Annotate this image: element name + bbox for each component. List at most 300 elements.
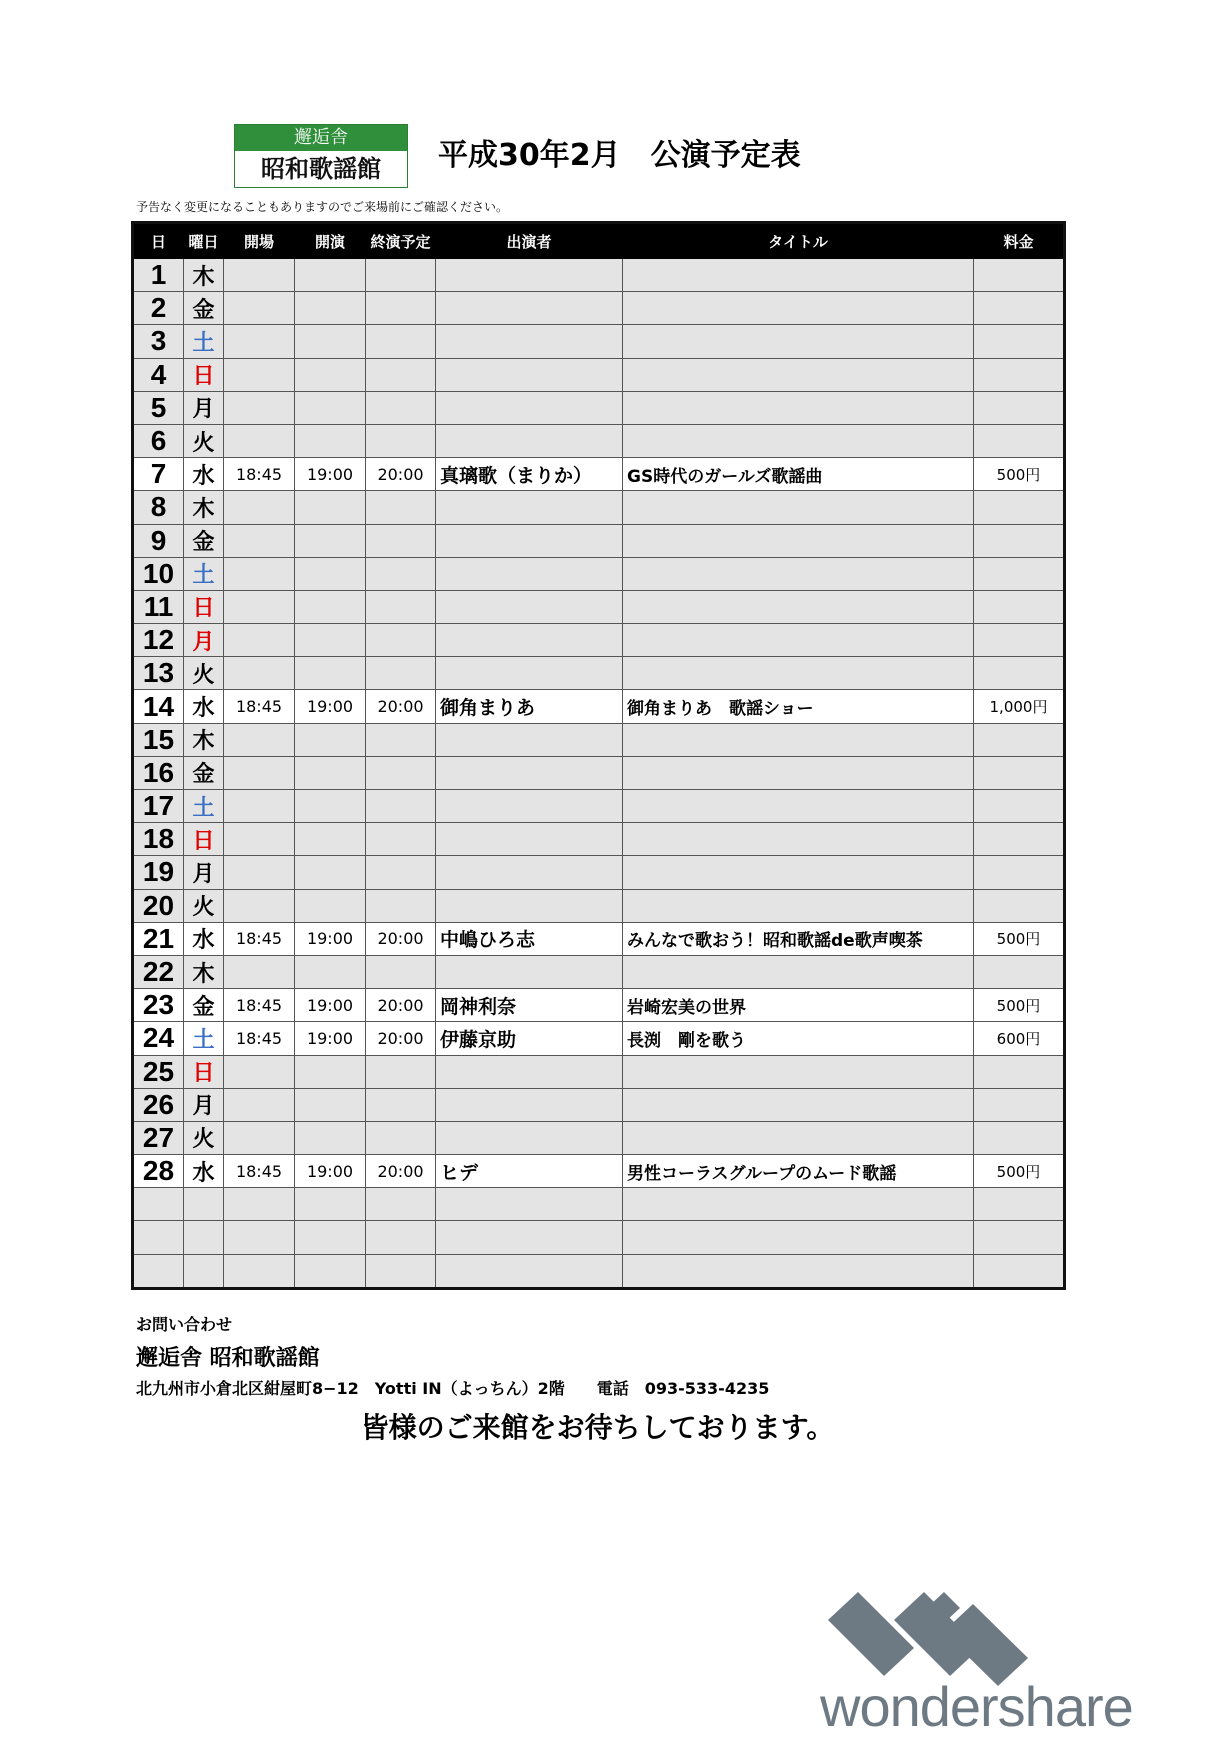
performer-cell: [436, 723, 623, 756]
end-time-cell: [366, 955, 436, 988]
performer-cell: [436, 756, 623, 789]
performer-cell: 御角まりあ: [436, 690, 623, 723]
weekday-cell: 土: [184, 1022, 224, 1055]
start-time-cell: 19:00: [295, 458, 366, 491]
doors-open-cell: [224, 1254, 295, 1288]
logo-bottom-text: 昭和歌謡館: [261, 155, 381, 183]
title-cell: [623, 657, 974, 690]
header-end: 終演予定: [366, 223, 436, 259]
day-cell: 28: [133, 1155, 184, 1188]
doors-open-cell: [224, 491, 295, 524]
day-cell: 16: [133, 756, 184, 789]
end-time-cell: [366, 1188, 436, 1221]
doors-open-cell: [224, 889, 295, 922]
day-cell: 14: [133, 690, 184, 723]
performer-cell: [436, 955, 623, 988]
day-cell: 5: [133, 391, 184, 424]
weekday-cell: 金: [184, 524, 224, 557]
title-cell: GS時代のガールズ歌謡曲: [623, 458, 974, 491]
logo-top-text: 邂逅舎: [235, 125, 407, 151]
day-cell: 22: [133, 955, 184, 988]
weekday-cell: 火: [184, 424, 224, 457]
schedule-row: [133, 723, 1065, 756]
fee-cell: [974, 955, 1065, 988]
title-cell: [623, 491, 974, 524]
change-notice: 予告なく変更になることもありますのでご来場前にご確認ください。: [136, 200, 509, 214]
weekday-cell: 金: [184, 292, 224, 325]
fee-cell: 500円: [974, 458, 1065, 491]
start-time-cell: [295, 557, 366, 590]
schedule-row: [133, 391, 1065, 424]
schedule-row: [133, 358, 1065, 391]
doors-open-cell: [224, 1055, 295, 1088]
start-time-cell: [295, 790, 366, 823]
day-cell: 18: [133, 823, 184, 856]
day-cell: 6: [133, 424, 184, 457]
start-time-cell: [295, 1221, 366, 1254]
header-start: 開演: [295, 223, 366, 259]
title-cell: [623, 823, 974, 856]
schedule-row: [133, 1121, 1065, 1154]
schedule-row: [133, 823, 1065, 856]
day-cell: 12: [133, 624, 184, 657]
weekday-cell: 日: [184, 358, 224, 391]
day-cell: 3: [133, 325, 184, 358]
title-cell: [623, 325, 974, 358]
doors-open-cell: [224, 856, 295, 889]
weekday-cell: 水: [184, 690, 224, 723]
schedule-row: [133, 524, 1065, 557]
title-cell: [623, 1121, 974, 1154]
day-cell: 13: [133, 657, 184, 690]
schedule-header-row: [133, 223, 1065, 259]
end-time-cell: 20:00: [366, 989, 436, 1022]
day-cell: 23: [133, 989, 184, 1022]
day-cell: 24: [133, 1022, 184, 1055]
fee-cell: [974, 1088, 1065, 1121]
performer-cell: [436, 624, 623, 657]
schedule-row: [133, 856, 1065, 889]
weekday-cell: 月: [184, 624, 224, 657]
doors-open-cell: [224, 624, 295, 657]
end-time-cell: [366, 491, 436, 524]
day-cell: 20: [133, 889, 184, 922]
doors-open-cell: [224, 657, 295, 690]
start-time-cell: [295, 1055, 366, 1088]
header-day: 日: [133, 223, 184, 259]
end-time-cell: [366, 590, 436, 623]
fee-cell: [974, 358, 1065, 391]
schedule-row: [133, 889, 1065, 922]
doors-open-cell: [224, 1188, 295, 1221]
title-cell: [623, 1188, 974, 1221]
end-time-cell: [366, 1088, 436, 1121]
title-cell: [623, 424, 974, 457]
fee-cell: [974, 590, 1065, 623]
contact-address: 北九州市小倉北区紺屋町8−12 Yotti IN（よっちん）2階 電話 093-533-4235: [136, 1379, 770, 1398]
fee-cell: [974, 723, 1065, 756]
header-title: タイトル: [623, 223, 974, 259]
weekday-cell: [184, 1221, 224, 1254]
fee-cell: 600円: [974, 1022, 1065, 1055]
end-time-cell: [366, 723, 436, 756]
doors-open-cell: 18:45: [224, 922, 295, 955]
performer-cell: [436, 889, 623, 922]
start-time-cell: [295, 823, 366, 856]
fee-cell: [974, 889, 1065, 922]
schedule-row: [133, 1221, 1065, 1254]
doors-open-cell: [224, 557, 295, 590]
title-cell: 岩崎宏美の世界: [623, 989, 974, 1022]
weekday-cell: 水: [184, 1155, 224, 1188]
title-cell: [623, 955, 974, 988]
start-time-cell: [295, 325, 366, 358]
weekday-cell: 日: [184, 1055, 224, 1088]
performer-cell: [436, 292, 623, 325]
performer-cell: [436, 590, 623, 623]
title-cell: [623, 524, 974, 557]
weekday-cell: 火: [184, 657, 224, 690]
weekday-cell: 土: [184, 325, 224, 358]
start-time-cell: 19:00: [295, 989, 366, 1022]
title-cell: 御角まりあ 歌謡ショー: [623, 690, 974, 723]
end-time-cell: [366, 823, 436, 856]
fee-cell: [974, 491, 1065, 524]
performer-cell: [436, 557, 623, 590]
end-time-cell: 20:00: [366, 690, 436, 723]
schedule-row: [133, 1254, 1065, 1288]
performer-cell: [436, 823, 623, 856]
day-cell: 11: [133, 590, 184, 623]
fee-cell: [974, 1055, 1065, 1088]
performer-cell: [436, 1088, 623, 1121]
start-time-cell: [295, 1121, 366, 1154]
start-time-cell: [295, 259, 366, 292]
closing-message: 皆様のご来館をお待ちしております。: [360, 1411, 835, 1444]
doors-open-cell: [224, 259, 295, 292]
schedule-table: [131, 221, 1066, 1290]
contact-label: お問い合わせ: [136, 1315, 233, 1334]
contact-block: [136, 1312, 769, 1399]
doors-open-cell: 18:45: [224, 1155, 295, 1188]
title-cell: みんなで歌おう！昭和歌謡de歌声喫茶: [623, 922, 974, 955]
doors-open-cell: [224, 424, 295, 457]
day-cell: 9: [133, 524, 184, 557]
weekday-cell: 土: [184, 790, 224, 823]
performer-cell: [436, 1055, 623, 1088]
schedule-row: [133, 491, 1065, 524]
doors-open-cell: [224, 325, 295, 358]
end-time-cell: [366, 790, 436, 823]
doors-open-cell: 18:45: [224, 1022, 295, 1055]
fee-cell: [974, 424, 1065, 457]
end-time-cell: [366, 1121, 436, 1154]
performer-cell: [436, 524, 623, 557]
title-cell: [623, 856, 974, 889]
title-cell: [623, 1088, 974, 1121]
schedule-row: [133, 557, 1065, 590]
doors-open-cell: [224, 955, 295, 988]
day-cell: [133, 1254, 184, 1288]
doors-open-cell: [224, 823, 295, 856]
weekday-cell: 木: [184, 259, 224, 292]
schedule-row: [133, 1155, 1065, 1188]
start-time-cell: [295, 856, 366, 889]
schedule-row: [133, 955, 1065, 988]
fee-cell: [974, 624, 1065, 657]
day-cell: [133, 1221, 184, 1254]
day-cell: 4: [133, 358, 184, 391]
day-cell: 7: [133, 458, 184, 491]
end-time-cell: [366, 259, 436, 292]
end-time-cell: [366, 391, 436, 424]
fee-cell: [974, 292, 1065, 325]
weekday-cell: 日: [184, 590, 224, 623]
performer-cell: [436, 424, 623, 457]
weekday-cell: 水: [184, 458, 224, 491]
day-cell: 2: [133, 292, 184, 325]
start-time-cell: [295, 1188, 366, 1221]
doors-open-cell: 18:45: [224, 989, 295, 1022]
fee-cell: [974, 1188, 1065, 1221]
schedule-row: [133, 1188, 1065, 1221]
performer-cell: [436, 391, 623, 424]
start-time-cell: [295, 889, 366, 922]
end-time-cell: 20:00: [366, 922, 436, 955]
day-cell: 8: [133, 491, 184, 524]
start-time-cell: 19:00: [295, 690, 366, 723]
day-cell: 17: [133, 790, 184, 823]
header-performer: 出演者: [436, 223, 623, 259]
title-cell: 男性コーラスグループのムード歌謡: [623, 1155, 974, 1188]
start-time-cell: [295, 723, 366, 756]
performer-cell: 中嶋ひろ志: [436, 922, 623, 955]
end-time-cell: [366, 856, 436, 889]
end-time-cell: [366, 557, 436, 590]
performer-cell: [436, 491, 623, 524]
end-time-cell: [366, 358, 436, 391]
header-fee: 料金: [974, 223, 1065, 259]
performer-cell: [436, 1254, 623, 1288]
day-cell: 21: [133, 922, 184, 955]
title-cell: [623, 358, 974, 391]
weekday-cell: 水: [184, 922, 224, 955]
schedule-row: [133, 325, 1065, 358]
fee-cell: [974, 1221, 1065, 1254]
start-time-cell: [295, 524, 366, 557]
schedule-row: [133, 922, 1065, 955]
weekday-cell: 木: [184, 955, 224, 988]
performer-cell: 真璃歌（まりか）: [436, 458, 623, 491]
schedule-row: [133, 1088, 1065, 1121]
end-time-cell: [366, 756, 436, 789]
performer-cell: [436, 1121, 623, 1154]
schedule-row: [133, 756, 1065, 789]
start-time-cell: [295, 590, 366, 623]
title-cell: [623, 557, 974, 590]
weekday-cell: 月: [184, 1088, 224, 1121]
doors-open-cell: [224, 590, 295, 623]
doors-open-cell: [224, 1121, 295, 1154]
header-weekday: 曜日: [184, 223, 224, 259]
performer-cell: 岡神利奈: [436, 989, 623, 1022]
header-doors-open: 開場: [224, 223, 295, 259]
performer-cell: [436, 325, 623, 358]
fee-cell: [974, 657, 1065, 690]
contact-venue-name: 邂逅舎 昭和歌謡館: [136, 1346, 320, 1371]
title-cell: [623, 590, 974, 623]
performer-cell: [436, 790, 623, 823]
title-cell: [623, 723, 974, 756]
weekday-cell: 月: [184, 856, 224, 889]
doors-open-cell: [224, 1221, 295, 1254]
doors-open-cell: [224, 358, 295, 391]
start-time-cell: [295, 1088, 366, 1121]
start-time-cell: 19:00: [295, 922, 366, 955]
schedule-row: [133, 690, 1065, 723]
weekday-cell: 木: [184, 723, 224, 756]
fee-cell: 500円: [974, 922, 1065, 955]
start-time-cell: [295, 358, 366, 391]
schedule-row: [133, 1055, 1065, 1088]
fee-cell: [974, 1254, 1065, 1288]
start-time-cell: [295, 624, 366, 657]
day-cell: 19: [133, 856, 184, 889]
end-time-cell: [366, 1221, 436, 1254]
start-time-cell: [295, 391, 366, 424]
fee-cell: 500円: [974, 1155, 1065, 1188]
schedule-row: [133, 1022, 1065, 1055]
fee-cell: [974, 524, 1065, 557]
end-time-cell: [366, 325, 436, 358]
title-cell: [623, 391, 974, 424]
day-cell: 26: [133, 1088, 184, 1121]
fee-cell: [974, 259, 1065, 292]
end-time-cell: [366, 424, 436, 457]
start-time-cell: [295, 1254, 366, 1288]
end-time-cell: 20:00: [366, 458, 436, 491]
schedule-row: [133, 657, 1065, 690]
schedule-row: [133, 624, 1065, 657]
day-cell: 10: [133, 557, 184, 590]
end-time-cell: [366, 1055, 436, 1088]
end-time-cell: 20:00: [366, 1022, 436, 1055]
start-time-cell: [295, 491, 366, 524]
start-time-cell: [295, 955, 366, 988]
doors-open-cell: 18:45: [224, 690, 295, 723]
title-cell: [623, 624, 974, 657]
schedule-row: [133, 590, 1065, 623]
schedule-row: [133, 292, 1065, 325]
performer-cell: [436, 358, 623, 391]
start-time-cell: [295, 657, 366, 690]
day-cell: 15: [133, 723, 184, 756]
title-cell: [623, 259, 974, 292]
weekday-cell: 火: [184, 889, 224, 922]
doors-open-cell: [224, 790, 295, 823]
day-cell: 1: [133, 259, 184, 292]
title-cell: [623, 889, 974, 922]
performer-cell: [436, 856, 623, 889]
weekday-cell: 土: [184, 557, 224, 590]
end-time-cell: [366, 1254, 436, 1288]
end-time-cell: [366, 292, 436, 325]
schedule-row: [133, 458, 1065, 491]
fee-cell: [974, 756, 1065, 789]
doors-open-cell: [224, 391, 295, 424]
fee-cell: [974, 856, 1065, 889]
end-time-cell: [366, 889, 436, 922]
page-title: 平成30年2月 公演予定表: [438, 138, 801, 173]
title-cell: [623, 292, 974, 325]
day-cell: 25: [133, 1055, 184, 1088]
fee-cell: 500円: [974, 989, 1065, 1022]
start-time-cell: [295, 424, 366, 457]
title-cell: [623, 756, 974, 789]
performer-cell: [436, 1221, 623, 1254]
performer-cell: [436, 259, 623, 292]
fee-cell: [974, 1121, 1065, 1154]
title-cell: [623, 1254, 974, 1288]
weekday-cell: 木: [184, 491, 224, 524]
weekday-cell: 金: [184, 989, 224, 1022]
title-cell: [623, 790, 974, 823]
doors-open-cell: 18:45: [224, 458, 295, 491]
performer-cell: [436, 1188, 623, 1221]
end-time-cell: 20:00: [366, 1155, 436, 1188]
schedule-row: [133, 259, 1065, 292]
title-cell: 長渕 剛を歌う: [623, 1022, 974, 1055]
end-time-cell: [366, 624, 436, 657]
fee-cell: [974, 790, 1065, 823]
doors-open-cell: [224, 1088, 295, 1121]
start-time-cell: [295, 292, 366, 325]
start-time-cell: 19:00: [295, 1022, 366, 1055]
start-time-cell: 19:00: [295, 1155, 366, 1188]
performer-cell: 伊藤京助: [436, 1022, 623, 1055]
end-time-cell: [366, 524, 436, 557]
weekday-cell: [184, 1188, 224, 1221]
fee-cell: [974, 391, 1065, 424]
weekday-cell: 金: [184, 756, 224, 789]
doors-open-cell: [224, 292, 295, 325]
performer-cell: [436, 657, 623, 690]
day-cell: 27: [133, 1121, 184, 1154]
schedule-row: [133, 424, 1065, 457]
weekday-cell: [184, 1254, 224, 1288]
day-cell: [133, 1188, 184, 1221]
fee-cell: [974, 325, 1065, 358]
fee-cell: 1,000円: [974, 690, 1065, 723]
doors-open-cell: [224, 756, 295, 789]
schedule-row: [133, 989, 1065, 1022]
doors-open-cell: [224, 723, 295, 756]
fee-cell: [974, 823, 1065, 856]
performer-cell: ヒデ: [436, 1155, 623, 1188]
wondershare-watermark: wondershare: [820, 1675, 1133, 1738]
fee-cell: [974, 557, 1065, 590]
schedule-row: [133, 790, 1065, 823]
end-time-cell: [366, 657, 436, 690]
start-time-cell: [295, 756, 366, 789]
title-cell: [623, 1221, 974, 1254]
weekday-cell: 日: [184, 823, 224, 856]
title-cell: [623, 1055, 974, 1088]
weekday-cell: 月: [184, 391, 224, 424]
doors-open-cell: [224, 524, 295, 557]
weekday-cell: 火: [184, 1121, 224, 1154]
venue-logo: [234, 124, 408, 188]
